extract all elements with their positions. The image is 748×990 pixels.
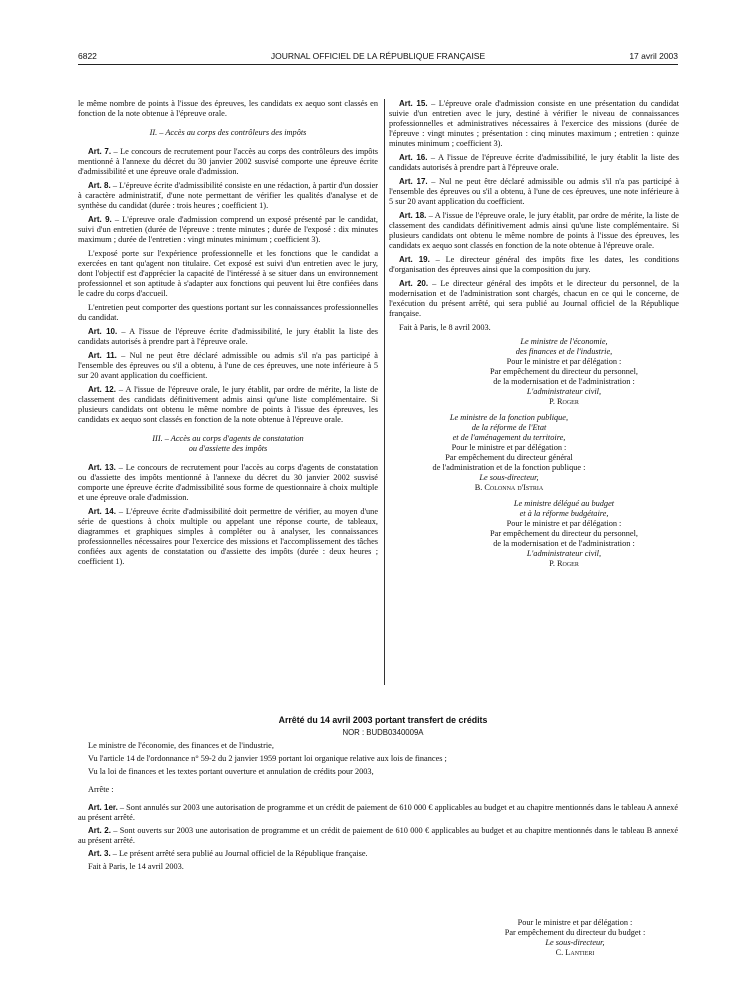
paragraph: L'entretien peut comporter des questions portant sur les connaissances professionnelles du candidat. <box>78 303 378 322</box>
article-9: Art. 9. – L'épreuve orale d'admission comprend un exposé présenté par le candidat, suivi d'un entretien (durée de l'épreuve : trente minutes ; durée de l'exposé : dix minutes maximum ; durée de l'entretien : vingt minutes minimum ; coefficient 3). <box>78 215 378 244</box>
article-14: Art. 14. – L'épreuve écrite d'admissibilité doit permettre de vérifier, au moyen d'une série de questions à choix multiple ou appelant une réponse courte, de tableaux, diagrammes et graphiques simples à compléter ou à analyser, les connaissances professionnelles nécessaires pour l'exercice des missions et l'accomplissement des tâches confiées aux agents de constatation ou d'assiette des impôts (durée : deux heures ; coefficient 1). <box>78 507 378 566</box>
decree-title: Arrêté du 14 avril 2003 portant transfert de crédits <box>278 715 488 725</box>
signature-date: Fait à Paris, le 14 avril 2003. <box>88 862 184 871</box>
article-17: Art. 17. – Nul ne peut être déclaré admissible ou admis s'il n'a pas participé à l'ensemble des épreuves ou s'il a obtenu, à l'une de ces épreuves, une note inférieure à 5 sur 20 avant application du coefficient. <box>389 177 679 206</box>
issue-date: 17 avril 2003 <box>629 51 678 61</box>
article-3: Art. 3. – Le présent arrêté sera publié au Journal officiel de la République française. <box>88 849 368 858</box>
article-12: Art. 12. – A l'issue de l'épreuve orale, le jury établit, par ordre de mérite, la liste de classement des candidats définitivement admis ainsi qu'une liste complémentaire. Si plusieurs candidats ont obtenu le même nombre de points à l'issue des épreuves, les candidats ex aequo sont classés en fonction de la note obtenue à l'épreuve orale. <box>78 385 378 424</box>
article-7: Art. 7. – Le concours de recrutement pour l'accès au corps des contrôleurs des impôts mentionné à l'annexe du décret du 30 janvier 2002 susvisé comporte une épreuve écrite d'admissibilité et une épreuve orale d'admission. <box>78 147 378 176</box>
paragraph: Vu l'article 14 de l'ordonnance n° 59-2 du 2 janvier 1959 portant loi organique relative aux lois de finances ; <box>88 754 447 763</box>
arrete-label: Arrête : <box>88 785 114 794</box>
left-column <box>78 99 378 571</box>
paragraph: L'exposé porte sur l'expérience professionnelle et les fonctions que le candidat a exercées en tant qu'agent non titulaire. Cet exposé est suivi d'un entretien avec le jury, dont l'objectif est d'apprécier la capacité de l'intéressé à se situer dans un environnement professionnel et son aptitude à s'adapter aux fonctions qui peuvent lui être confiées dans le cadre du corps d'accueil. <box>78 249 378 298</box>
column-divider <box>384 99 385 685</box>
page-header <box>78 51 678 65</box>
article-16: Art. 16. – A l'issue de l'épreuve écrite d'admissibilité, le jury établit la liste des candidats autorisés à prendre part à l'épreuve orale. <box>389 153 679 172</box>
nor-reference: NOR : BUDB0340009A <box>342 728 424 737</box>
article-11: Art. 11. – Nul ne peut être déclaré admissible ou admis s'il n'a pas participé à l'ensemble des épreuves ou s'il a obtenu, à l'une de ces épreuves, une note inférieure à 5 sur 20 avant application du coefficient. <box>78 351 378 380</box>
signature-block-economy: Le ministre de l'économie, des finances et de l'industrie, Pour le ministre et par délégation : Par empêchement du directeur du personnel, de la modernisation et de l'administration : L'administrateur civil, P. Roger <box>490 337 638 406</box>
paragraph: le même nombre de points à l'issue des épreuves, les candidats ex aequo sont classés en fonction de la note obtenue à l'épreuve orale. <box>78 99 378 118</box>
article-18: Art. 18. – A l'issue de l'épreuve orale, le jury établit, par ordre de mérite, la liste de classement des candidats définitivement admis ainsi qu'une liste complémentaire. Si plusieurs candidats ont obtenu le même nombre de points à l'issue des épreuves, les candidats ex aequo sont classés en fonction de la note obtenue à l'épreuve orale. <box>389 211 679 250</box>
signature-block-public-service: Le ministre de la fonction publique, de la réforme de l'Etat et de l'aménagement du territoire, Pour le ministre et par délégation : Par empêchement du directeur général de l'administration et de la fonction publique : Le sous-directeur, B. Colonna d'Istria <box>432 413 586 492</box>
article-13: Art. 13. – Le concours de recrutement pour l'accès au corps d'agents de constatation ou d'assiette des impôts mentionné à l'annexe du décret du 30 janvier 2002 susvisé comporte une épreuve écrite d'admissibilité sous forme de questionnaire à choix multiple et une épreuve orale d'admission. <box>78 463 378 502</box>
article-1: Art. 1er. – Sont annulés sur 2003 une autorisation de programme et un crédit de paiement de 610 000 € applicables au budget et au chapitre mentionnés dans le tableau A annexé au présent arrêté. <box>78 803 678 822</box>
article-10: Art. 10. – A l'issue de l'épreuve écrite d'admissibilité, le jury établit la liste des candidats autorisés à prendre part à l'épreuve orale. <box>78 327 378 346</box>
paragraph: Le ministre de l'économie, des finances et de l'industrie, <box>88 741 274 750</box>
article-2: Art. 2. – Sont ouverts sur 2003 une autorisation de programme et un crédit de paiement de 610 000 € applicables au budget et au chapitre mentionnés dans le tableau B annexé au présent arrêté. <box>78 826 678 845</box>
section-title: III. – Accès au corps d'agents de constatation ou d'assiette des impôts <box>152 434 304 453</box>
signature-block-budget: Le ministre délégué au budget et à la réforme budgétaire, Pour le ministre et par délégation : Par empêchement du directeur du personnel, de la modernisation et de l'administration : L'administrateur civil, P. Roger <box>490 499 638 568</box>
article-8: Art. 8. – L'épreuve écrite d'admissibilité consiste en une rédaction, à partir d'un dossier à caractère administratif, d'une note permettant de vérifier les qualités d'analyse et de synthèse du candidat (durée : trois heures ; coefficient 1). <box>78 181 379 210</box>
signature-block-budget-director: Pour le ministre et par délégation : Par empêchement du directeur du budget : Le sous-directeur, C. Lantieri <box>504 918 646 957</box>
journal-title: JOURNAL OFFICIEL DE LA RÉPUBLIQUE FRANÇAISE <box>270 51 486 61</box>
page-number: 6822 <box>78 51 97 61</box>
section-title: II. – Accès au corps des contrôleurs des impôts <box>149 128 307 137</box>
decree-credit-transfer <box>78 715 678 875</box>
right-column <box>389 99 679 575</box>
paragraph: Vu la loi de finances et les textes portant ouverture et annulation de crédits pour 2003, <box>88 767 374 776</box>
article-15: Art. 15. – L'épreuve orale d'admission consiste en une présentation du candidat suivie d'un entretien avec le jury, destiné à vérifier le niveau de connaissances professionnelles et administratives nécessaires à l'exercice des missions (durée de l'épreuve : vingt minutes ; présentation : cinq minutes maximum ; entretien : quinze minutes minimum ; coefficient 3). <box>389 99 679 148</box>
header-rule <box>78 64 678 65</box>
article-20: Art. 20. – Le directeur général des impôts et le directeur du personnel, de la modernisation et de l'administration sont chargés, chacun en ce qui le concerne, de l'exécution du présent arrêté, qui sera publié au Journal officiel de la République française. <box>389 279 679 318</box>
signature-date: Fait à Paris, le 8 avril 2003. <box>399 323 491 332</box>
article-19: Art. 19. – Le directeur général des impôts fixe les dates, les conditions d'organisation des épreuves ainsi que la composition du jury. <box>389 255 680 274</box>
